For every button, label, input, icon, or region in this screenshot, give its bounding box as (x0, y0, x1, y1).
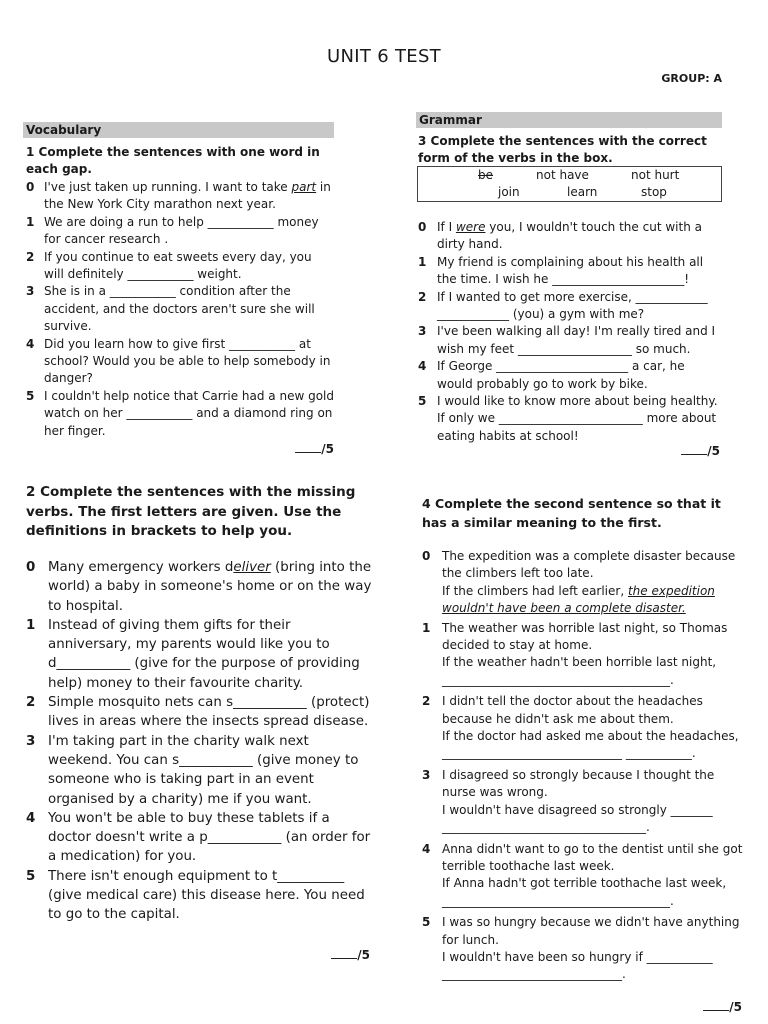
task2-item: 5 There isn't enough equipment to t__________ (give medical care) this disease here. You need to go to the capital. (26, 868, 365, 923)
grammar-item: 4 If George ______________________ a car, he would probably go to work by bike. (418, 359, 685, 391)
grammar-item: 2 If I wanted to get more exercise, ____________ ____________ (you) a gym with me? (418, 289, 708, 322)
example-answer: were (455, 220, 486, 234)
task2-instruction: 2 Complete the sentences with the missing verbs. The first letters are given. Use the definitions in brackets to help you. (26, 484, 356, 539)
grammar-item: 0 If I were you, I wouldn't touch the cut with a dirty hand. (418, 220, 702, 252)
grammar-item: 1 My friend is complaining about his health all the time. I wish he ______________________! (418, 254, 704, 287)
grammar-item: 5 I would like to know more about being healthy. If only we ________________________ more about eating habits at school! (418, 394, 718, 443)
vocab-item: 1 We are doing a run to help ___________ money for cancer research . (26, 214, 319, 247)
verb-box-word: not hurt (631, 168, 680, 182)
task2-item: 0 Many emergency workers deliver (bring into the world) a baby in someone's home or on the way to hospital. (26, 560, 372, 614)
task3-score: /5 (666, 443, 720, 458)
task3-instruction: 3 Complete the sentences with the correct form of the verbs in the box. (418, 134, 707, 165)
verb-box-word: be (478, 168, 493, 182)
verb-box-word: stop (641, 185, 667, 199)
task4-item: 3 I disagreed so strongly because I thought the nurse was wrong. I wouldn't have disagreed so strongly _______ __________________________________. (422, 767, 715, 835)
task1-score: /5 (280, 441, 334, 456)
task2-item: 3 I'm taking part in the charity walk next weekend. You can s___________ (give money to someone who is taking part in an event organised by a charity) me if you want. (26, 733, 359, 807)
grammar-item: 3 I've been walking all day! I'm really tired and I wish my feet ___________________ so much. (418, 324, 716, 356)
task4-score: /5 (688, 999, 742, 1014)
verb-box-word: join (498, 185, 520, 199)
task4-list (422, 548, 744, 984)
task4-instruction: 4 Complete the second sentence so that it has a similar meaning to the first. (422, 496, 721, 530)
task4-item: 5 I was so hungry because we didn't have anything for lunch. I wouldn't have been so hungry if ___________ ______________________________. (422, 915, 740, 982)
vocabulary-section-label: Vocabulary (23, 122, 334, 138)
task4-item: 4 Anna didn't want to go to the dentist until she got terrible toothache last week. If Anna hadn't got terrible toothache last week, ______________________________________. (422, 841, 743, 908)
vocab-item: 0 I've just taken up running. I want to take part in the New York City marathon next year. (26, 180, 331, 212)
grammar-list (418, 219, 720, 445)
grammar-section-label: Grammar (416, 112, 722, 128)
verb-box-word: not have (536, 168, 589, 182)
task4-item: 2 I didn't tell the doctor about the headaches because he didn't ask me about them. If the doctor had asked me about the headaches, ______________________________ ___________. (422, 694, 739, 761)
vocab-item: 5 I couldn't help notice that Carrie had a new gold watch on her ___________ and a diamond ring on her finger. (26, 388, 334, 438)
verb-box (417, 166, 722, 202)
vocab-item: 3 She is in a ___________ condition after the accident, and the doctors aren't sure she will survive. (26, 284, 315, 334)
example-answer: part (291, 180, 317, 194)
task2-item: 4 You won't be able to buy these tablets if a doctor doesn't write a p___________ (an order for a medication) for you. (26, 810, 371, 865)
group-label: GROUP: A (661, 72, 722, 85)
vocab-item: 2 If you continue to eat sweets every day, you will definitely ___________ weight. (26, 249, 312, 282)
task2-list (26, 558, 376, 925)
verb-box-word: learn (567, 185, 598, 199)
example-answer: the expedition wouldn't have been a complete disaster. (442, 583, 715, 616)
task2-score: /5 (316, 947, 370, 962)
task4-item: 1 The weather was horrible last night, so Thomas decided to stay at home. If the weather hadn't been horrible last night, ______________________________________. (422, 620, 728, 687)
task1-instruction: 1 Complete the sentences with one word in each gap. (26, 145, 320, 176)
task4-item: 0 The expedition was a complete disaster because the climbers left too late. If the climbers had left earlier, the expedition wouldn't have been a complete disaster. (422, 549, 736, 616)
page-title: UNIT 6 TEST (327, 46, 441, 67)
task2-item: 2 Simple mosquito nets can s___________ (protect) lives in areas where the insects spread disease. (26, 695, 370, 730)
task2-item: 1 Instead of giving them gifts for their anniversary, my parents would like you to d___________ (give for the purpose of providing help) money to their favourite charity. (26, 617, 360, 691)
example-answer: eliver (233, 560, 271, 575)
vocabulary-list (26, 179, 334, 440)
vocab-item: 4 Did you learn how to give first ___________ at school? Would you be able to help somebody in danger? (26, 336, 331, 386)
